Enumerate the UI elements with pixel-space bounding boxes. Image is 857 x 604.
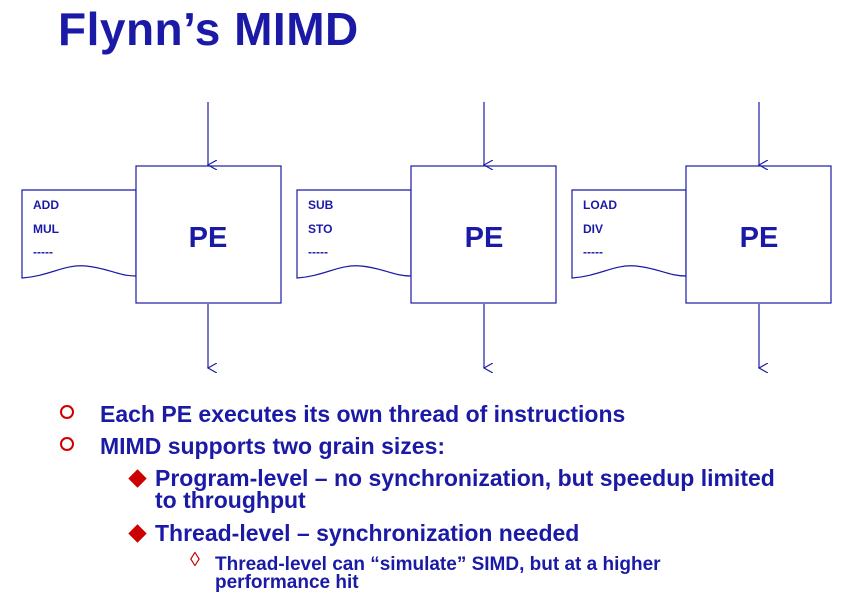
instruction-2: MUL — [33, 222, 59, 236]
pe-label: PE — [188, 222, 228, 254]
instruction-2: DIV — [583, 222, 604, 236]
instruction-3: ----- — [33, 245, 53, 259]
instruction-1: LOAD — [583, 198, 617, 212]
diamond-bullet-icon — [128, 469, 146, 487]
circle-bullet-icon — [60, 437, 74, 451]
instruction-1: ADD — [33, 198, 59, 212]
sub-sub-bullet-item: Thread-level can “simulate” SIMD, but at a higher performance hit — [215, 554, 661, 593]
pe-label: PE — [739, 222, 779, 254]
bullet-item: Each PE executes its own thread of instructions — [100, 401, 626, 427]
diamond-bullet-icon — [128, 524, 146, 542]
instruction-3: ----- — [308, 245, 328, 259]
sub-bullet-item: Program-level – no synchronization, but speedup limited to throughput — [155, 465, 775, 513]
slide-title: Flynn’s MIMD — [58, 3, 359, 55]
hollow-diamond-icon: ◊ — [190, 549, 200, 571]
circle-bullet-icon — [60, 405, 74, 419]
instruction-2: STO — [308, 222, 333, 236]
bullet-item: MIMD supports two grain sizes: — [100, 433, 446, 459]
sub-bullet-item: Thread-level – synchronization needed — [155, 520, 580, 546]
instruction-1: SUB — [308, 198, 334, 212]
instruction-3: ----- — [583, 245, 603, 259]
pe-label: PE — [464, 222, 504, 254]
